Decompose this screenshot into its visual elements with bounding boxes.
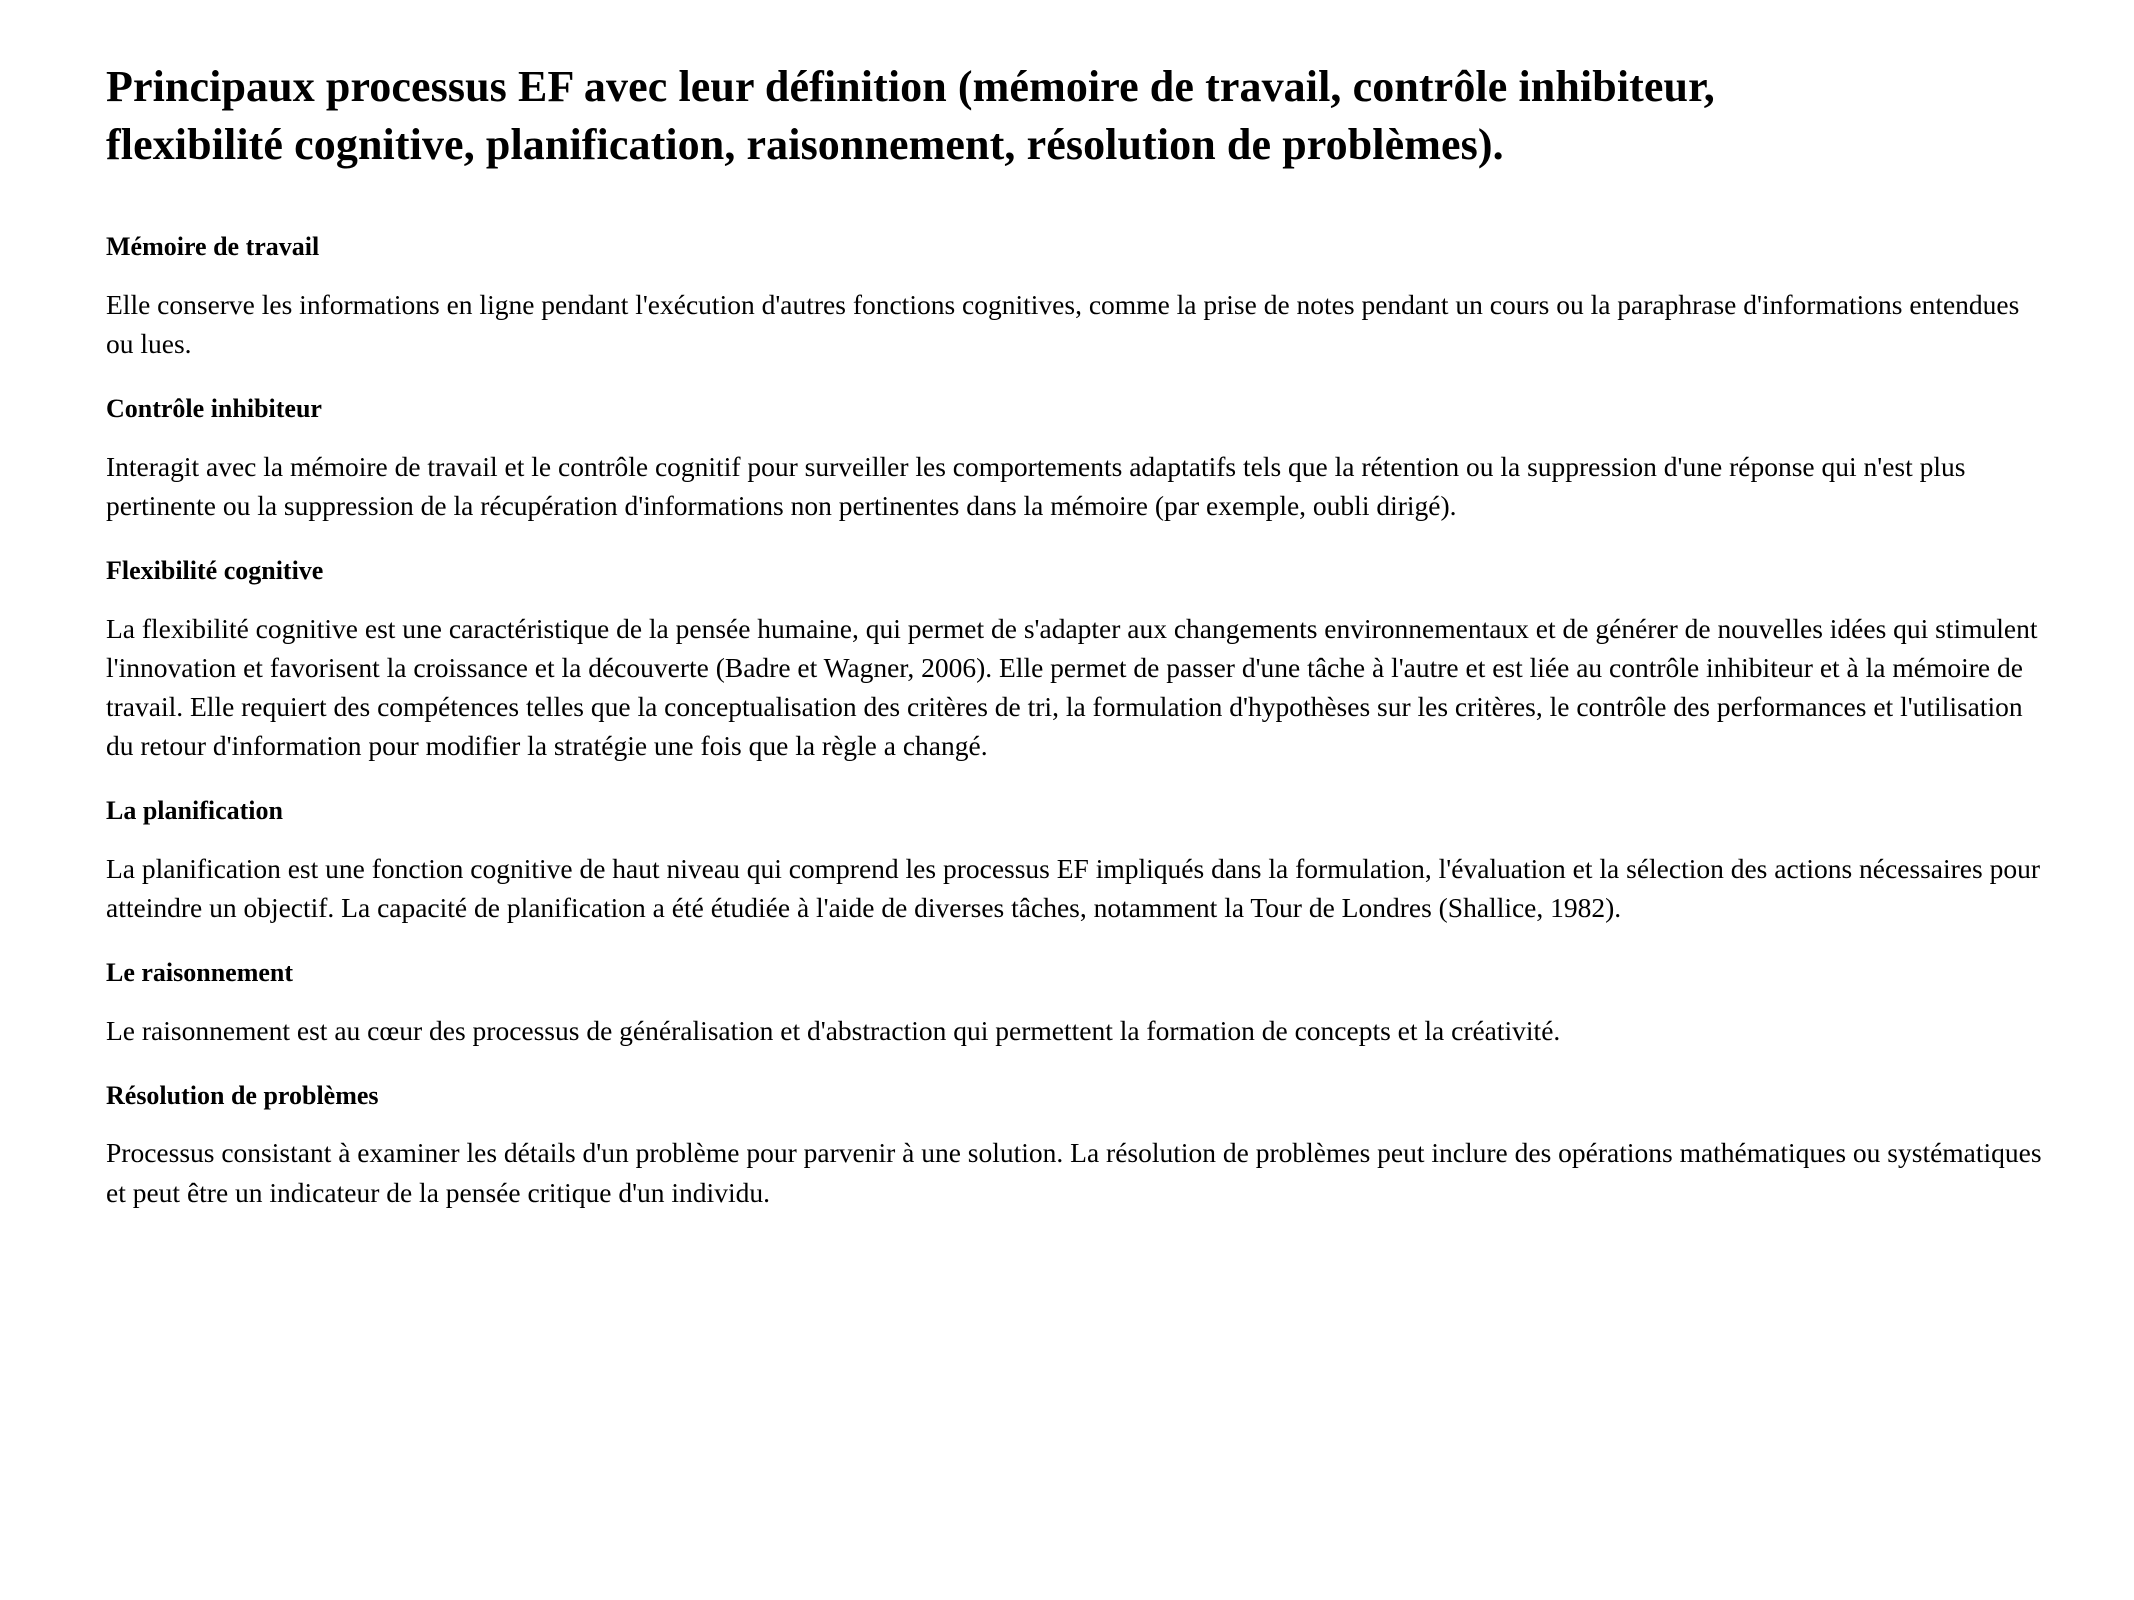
spacer: [106, 174, 2048, 230]
spacer: [106, 264, 2048, 285]
section-heading: Flexibilité cognitive: [106, 555, 324, 585]
section-le-raisonnement: [106, 956, 2048, 1050]
spacer: [106, 765, 2048, 794]
section-heading: La planification: [106, 795, 283, 825]
spacer: [106, 525, 2048, 554]
spacer: [106, 927, 2048, 956]
section-body: Elle conserve les informations en ligne pendant l'exécution d'autres fonctions cognitives, comme la prise de notes pendant un cours ou la paraphrase d'informations entendues ou lues.: [106, 288, 2020, 359]
section-body: La flexibilité cognitive est une caractéristique de la pensée humaine, qui permet de s'adapter aux changements environnementaux et de générer de nouvelles idées qui stimulent l'innovation et favorisent la croissance et la découverte (Badre et Wagner, 2006). Elle permet de passer d'une tâche à l'autre et est liée au contrôle inhibiteur et à la mémoire de travail. Elle requiert des compétences telles que la conceptualisation des critères de tri, la formulation d'hypothèses sur les critères, le contrôle des performances et l'utilisation du retour d'information pour modifier la stratégie une fois que la règle a changé.: [106, 612, 2038, 761]
section-heading: Mémoire de travail: [106, 232, 320, 262]
section-body: Interagit avec la mémoire de travail et le contrôle cognitif pour surveiller les comportements adaptatifs tels que la rétention ou la suppression d'une réponse qui n'est plus pertinente ou la suppression de la récupération d'informations non pertinentes dans la mémoire (par exemple, oubli dirigé).: [106, 450, 1966, 521]
page-title: Principaux processus EF avec leur définition (mémoire de travail, contrôle inhibiteur, flexibilité cognitive, planification, raisonnement, résolution de problèmes).: [106, 62, 1715, 170]
spacer: [106, 828, 2048, 849]
section-heading: Résolution de problèmes: [106, 1080, 379, 1110]
section-resolution-de-problemes: [106, 1079, 2048, 1212]
spacer: [106, 1050, 2048, 1079]
spacer: [106, 588, 2048, 609]
section-heading: Contrôle inhibiteur: [106, 394, 322, 424]
section-heading: Le raisonnement: [106, 957, 294, 987]
section-la-planification: [106, 794, 2048, 927]
spacer: [106, 990, 2048, 1011]
section-body: La planification est une fonction cognitive de haut niveau qui comprend les processus EF impliqués dans la formulation, l'évaluation et la sélection des actions nécessaires pour atteindre un objectif. La capacité de planification a été étudiée à l'aide de diverses tâches, notamment la Tour de Londres (Shallice, 1982).: [106, 852, 2040, 923]
section-body: Le raisonnement est au cœur des processus de généralisation et d'abstraction qui permettent la formation de concepts et la créativité.: [106, 1014, 1561, 1046]
section-body: Processus consistant à examiner les détails d'un problème pour parvenir à une solution. La résolution de problèmes peut inclure des opérations mathématiques ou systématiques et peut être un indicateur de la pensée critique d'un individu.: [106, 1137, 2042, 1208]
section-controle-inhibiteur: [106, 392, 2048, 525]
spacer: [106, 363, 2048, 392]
spacer: [106, 1112, 2048, 1133]
section-memoire-de-travail: [106, 230, 2048, 363]
section-flexibilite-cognitive: [106, 554, 2048, 765]
spacer: [106, 426, 2048, 447]
